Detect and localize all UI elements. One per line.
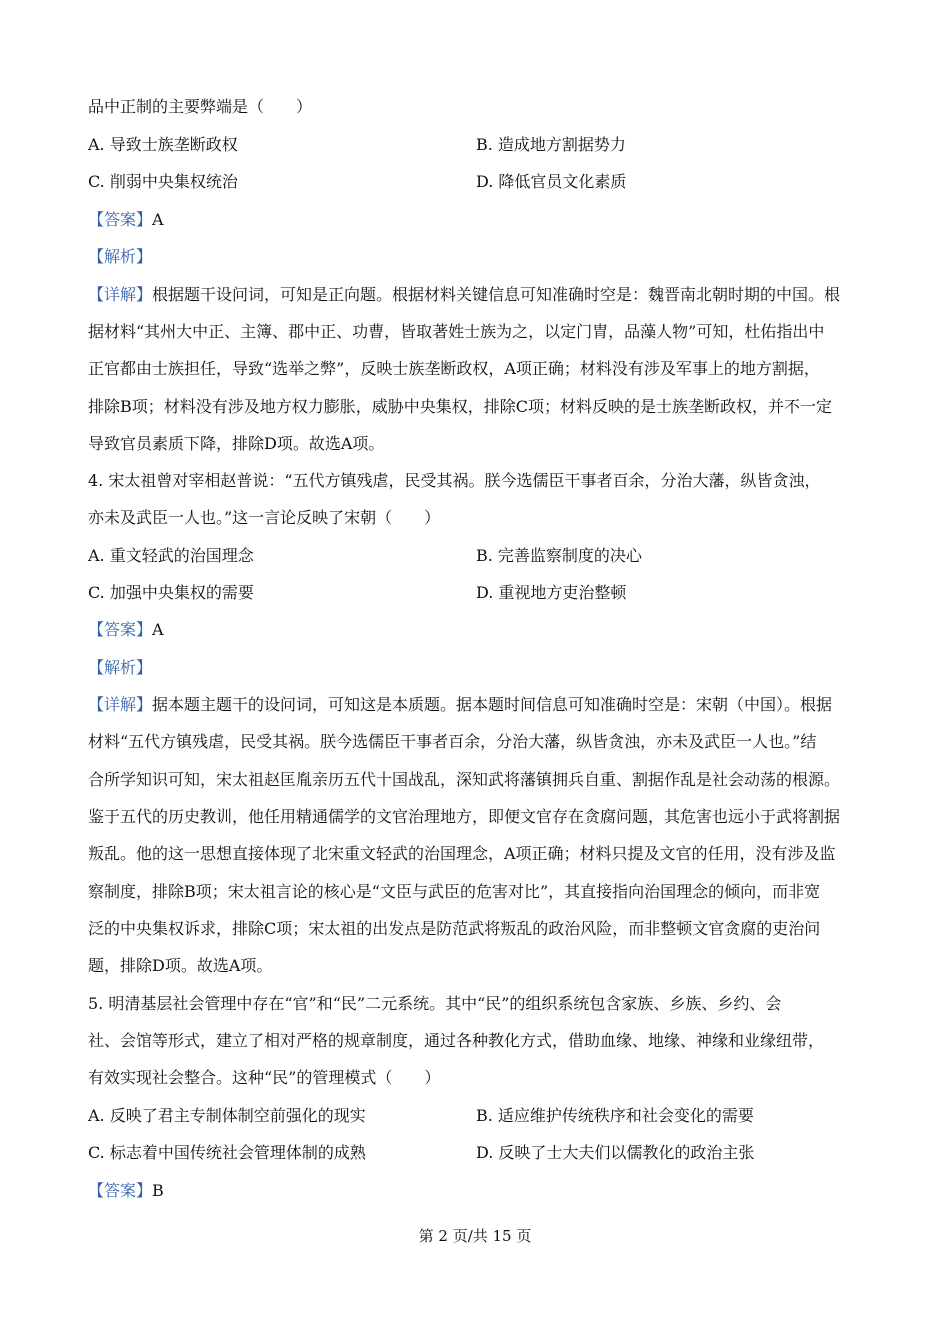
q4-detail-line-7: 泛的中央集权诉求，排除C项；宋太祖的出发点是防范武将叛乱的政治风险，而非整顿文官贪腐的吏治问 bbox=[88, 919, 821, 938]
q4-detail-line-5: 叛乱。他的这一思想直接体现了北宋重文轻武的治国理念，A项正确；材料只提及文官的任用，没有涉及监 bbox=[88, 844, 836, 863]
q5-stem-line-3: 有效实现社会整合。这种“民”的管理模式（ ） bbox=[88, 1068, 441, 1087]
q3-detail-line-3: 正官都由士族担任，导致“选举之弊”，反映士族垄断政权，A项正确；材料没有涉及军事上的地方割据， bbox=[88, 359, 820, 378]
q4-stem-line-2: 亦未及武臣一人也。”这一言论反映了宋朝（ ） bbox=[88, 508, 441, 527]
q3-analysis-tag: 【解析】 bbox=[88, 247, 153, 266]
q4-answer bbox=[88, 619, 868, 641]
q3-detail-tag: 【详解】 bbox=[88, 285, 153, 304]
q3-option-d: D. 降低官员文化素质 bbox=[476, 172, 627, 191]
q4-detail-line-1 bbox=[88, 694, 868, 716]
q3-option-a: A. 导致士族垄断政权 bbox=[88, 135, 238, 154]
q4-detail-text-1: 据本题主题干的设问词，可知这是本质题。据本题时间信息可知准确时空是：宋朝（中国）。根据 bbox=[152, 695, 833, 714]
q4-answer-label: 【答案】 bbox=[88, 620, 153, 639]
q5-answer-value: B bbox=[152, 1181, 164, 1200]
q5-stem-line-1: 5. 明清基层社会管理中存在“官”和“民”二元系统。其中“民”的组织系统包含家族、乡族、乡约、会 bbox=[88, 994, 782, 1013]
q4-option-d: D. 重视地方吏治整顿 bbox=[476, 583, 627, 602]
q4-detail-line-8: 题，排除D项。故选A项。 bbox=[88, 956, 273, 975]
q5-stem-line-2: 社、会馆等形式，建立了相对严格的规章制度，通过各种教化方式，借助血缘、地缘、神缘和业缘纽带， bbox=[88, 1031, 825, 1050]
q3-detail-line-5: 导致官员素质下降，排除D项。故选A项。 bbox=[88, 434, 385, 453]
q4-detail-line-4: 鉴于五代的历史教训，他任用精通儒学的文官治理地方，即便文官存在贪腐问题，其危害也远小于武将割据 bbox=[88, 807, 841, 826]
q3-answer-label: 【答案】 bbox=[88, 210, 153, 229]
page-footer: 第 2 页/共 15 页 bbox=[418, 1227, 532, 1245]
q3-detail-line-1 bbox=[88, 284, 868, 306]
q4-detail-tag: 【详解】 bbox=[88, 695, 153, 714]
q4-option-b: B. 完善监察制度的决心 bbox=[476, 546, 642, 565]
q5-option-a: A. 反映了君主专制体制空前强化的现实 bbox=[88, 1106, 366, 1125]
q4-analysis-label bbox=[88, 657, 868, 679]
q3-detail-line-4: 排除B项；材料没有涉及地方权力膨胀，威胁中央集权，排除C项；材料反映的是士族垄断政权，并不一定 bbox=[88, 397, 833, 416]
q3-analysis-label bbox=[88, 246, 868, 268]
q5-option-d: D. 反映了士大夫们以儒教化的政治主张 bbox=[476, 1143, 755, 1162]
q3-answer-value: A bbox=[152, 210, 164, 229]
q4-detail-line-3: 合所学知识可知，宋太祖赵匡胤亲历五代十国战乱，深知武将藩镇拥兵自重、割据作乱是社会动荡的根源。 bbox=[88, 770, 841, 789]
q5-answer bbox=[88, 1180, 868, 1202]
q4-answer-value: A bbox=[152, 620, 164, 639]
q5-option-c: C. 标志着中国传统社会管理体制的成熟 bbox=[88, 1143, 366, 1162]
q3-option-c: C. 削弱中央集权统治 bbox=[88, 172, 238, 191]
q3-detail-line-2: 据材料“其州大中正、主簿、郡中正、功曹，皆取著姓士族为之，以定门胄，品藻人物”可知，杜佑指出中 bbox=[88, 322, 825, 341]
q5-answer-label: 【答案】 bbox=[88, 1181, 153, 1200]
q4-option-c: C. 加强中央集权的需要 bbox=[88, 583, 254, 602]
q4-analysis-tag: 【解析】 bbox=[88, 658, 153, 677]
q3-option-b: B. 造成地方割据势力 bbox=[476, 135, 626, 154]
q4-option-a: A. 重文轻武的治国理念 bbox=[88, 546, 254, 565]
q3-answer bbox=[88, 209, 868, 231]
q5-option-b: B. 适应维护传统秩序和社会变化的需要 bbox=[476, 1106, 754, 1125]
q3-stem-tail: 品中正制的主要弊端是（ ） bbox=[88, 97, 313, 116]
q4-detail-line-6: 察制度，排除B项；宋太祖言论的核心是“文臣与武臣的危害对比”，其直接指向治国理念的倾向，而非宽 bbox=[88, 882, 821, 901]
q4-detail-line-2: 材料“五代方镇残虐，民受其祸。朕今选儒臣干事者百余，分治大藩，纵皆贪浊，亦未及武臣一人也。”结 bbox=[88, 732, 817, 751]
q4-stem-line-1: 4. 宋太祖曾对宰相赵普说：“五代方镇残虐，民受其祸。朕今选儒臣干事者百余，分治大藩，纵皆贪浊， bbox=[88, 471, 821, 490]
q3-detail-text-1: 根据题干设问词，可知是正向题。根据材料关键信息可知准确时空是：魏晋南北朝时期的中国。根 bbox=[152, 285, 841, 304]
